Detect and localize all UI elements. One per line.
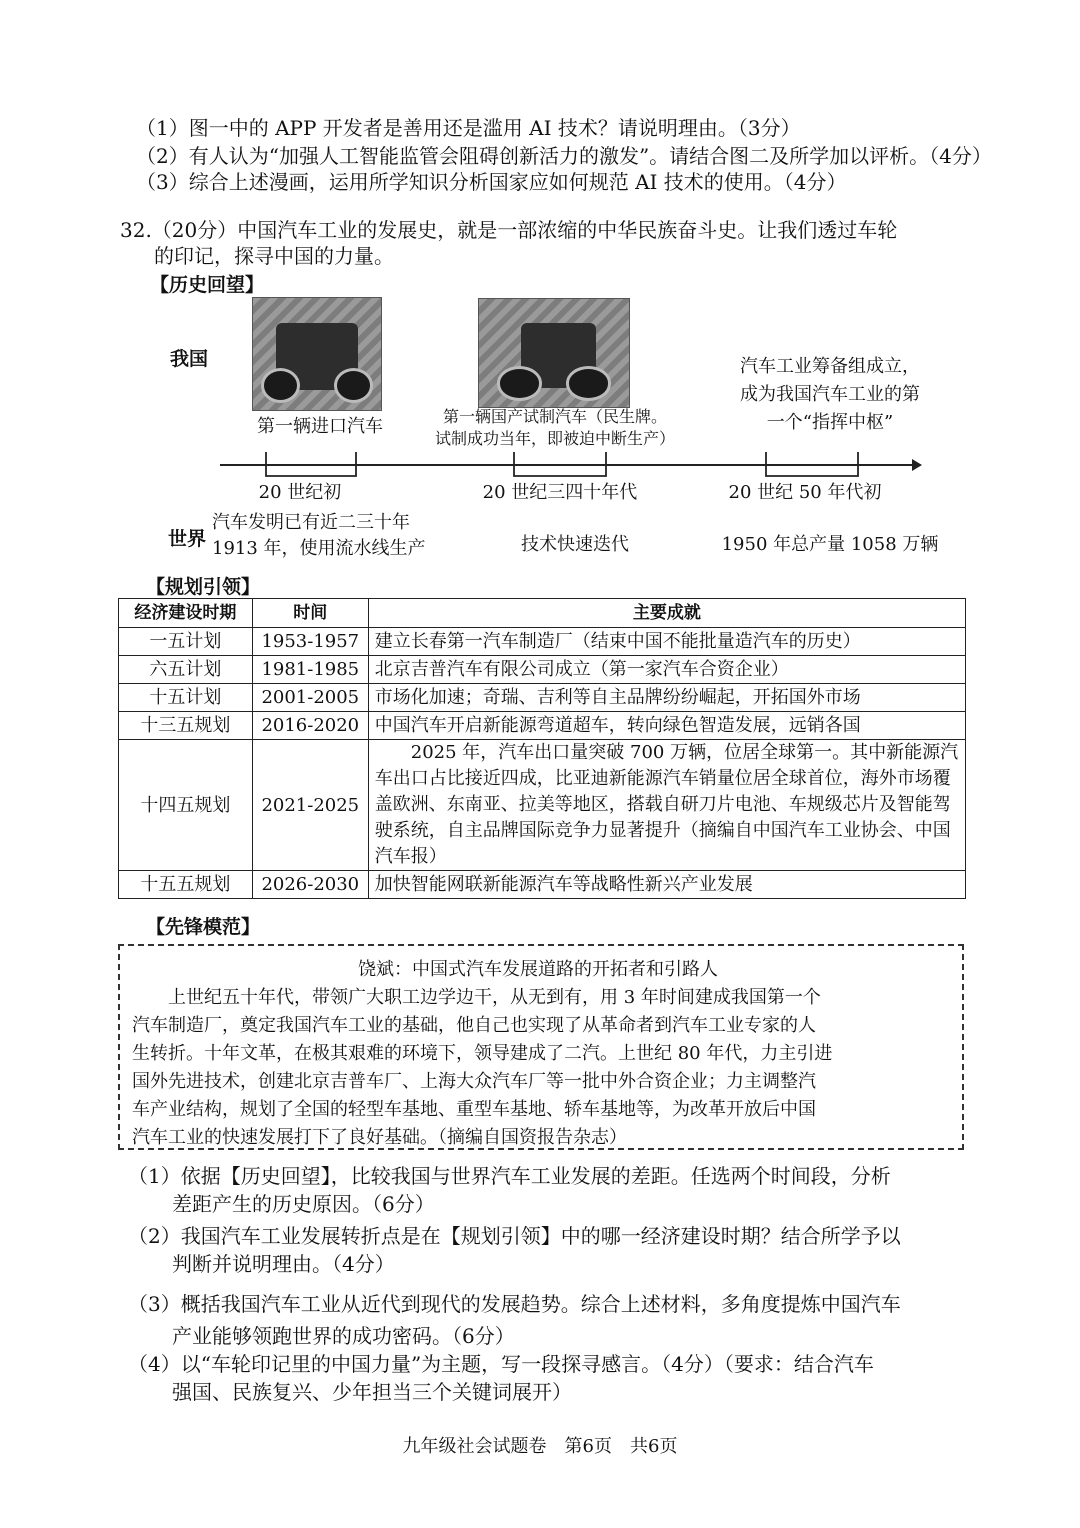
pioneer-body-line: 生转折。十年文革，在极其艰难的环境下，领导建成了二汽。上世纪 80 年代，力主引进 <box>132 1043 833 1064</box>
cell-achievement: 加快智能网联新能源汽车等战略性新兴产业发展 <box>368 871 965 899</box>
pioneer-body-line: 车产业结构，规划了全国的轻型车基地、重型车基地、轿车基地等，为改革开放后中国 <box>132 1099 816 1120</box>
event-first-imported-car: 第一辆进口汽车 <box>257 416 383 437</box>
question-1-line2: 差距产生的历史原因。（6分） <box>172 1192 435 1216</box>
page-footer: 九年级社会试题卷 第6页 共6页 <box>402 1436 678 1457</box>
table-row <box>119 656 966 684</box>
event-prep-group-line3: 一个“指挥中枢” <box>766 412 894 433</box>
cell-period: 十四五规划 <box>119 740 253 871</box>
cell-period: 一五计划 <box>119 628 253 656</box>
question-3-line1: （3）概括我国汽车工业从近代到现代的发展趋势。综合上述材料，多角度提炼中国汽车 <box>128 1292 901 1316</box>
history-heading: 【历史回望】 <box>150 274 265 296</box>
world-event-1-line2: 1913 年，使用流水线生产 <box>212 538 426 559</box>
question-2-line1: （2）我国汽车工业发展转折点是在【规划引领】中的哪一经济建设时期？结合所学予以 <box>128 1224 901 1248</box>
cell-time: 2026-2030 <box>252 871 368 899</box>
question-3-line2: 产业能够领跑世界的成功密码。（6分） <box>172 1324 515 1348</box>
pioneer-heading: 【先锋模范】 <box>146 916 261 938</box>
period-early-20th: 20 世纪初 <box>258 482 342 503</box>
cell-period: 十五计划 <box>119 684 253 712</box>
header-achievement: 主要成就 <box>368 599 965 628</box>
row-label-world: 世界 <box>168 528 207 550</box>
world-event-3: 1950 年总产量 1058 万辆 <box>721 534 939 555</box>
pioneer-body-line: 国外先进技术，创建北京吉普车厂、上海大众汽车厂等一批中外合资企业；力主调整汽 <box>132 1071 816 1092</box>
table-row <box>119 712 966 740</box>
first-imported-car-photo <box>252 297 382 411</box>
q32-intro-line1: 32.（20分）中国汽车工业的发展史，就是一部浓缩的中华民族奋斗史。让我们透过车轮 <box>120 218 898 242</box>
plan-table-header-row <box>119 599 966 628</box>
header-period: 经济建设时期 <box>119 599 253 628</box>
question-2-line2: 判断并说明理由。（4分） <box>172 1252 395 1276</box>
world-event-2: 技术快速迭代 <box>521 534 629 555</box>
pioneer-body-line: 汽车制造厂，奠定我国汽车工业的基础，他自己也实现了从革命者到汽车工业专家的人 <box>132 1015 816 1036</box>
question-4-line2: 强国、民族复兴、少年担当三个关键词展开） <box>172 1380 572 1404</box>
cell-achievement: 市场化加速；奇瑞、吉利等自主品牌纷纷崛起，开拓国外市场 <box>368 684 965 712</box>
plan-heading: 【规划引领】 <box>146 576 261 598</box>
pioneer-body-line: 汽车工业的快速发展打下了良好基础。（摘编自国资报告杂志） <box>132 1127 627 1148</box>
row-label-china: 我国 <box>170 348 209 370</box>
cell-time: 2001-2005 <box>252 684 368 712</box>
header-time: 时间 <box>252 599 368 628</box>
period-early-1950s: 20 世纪 50 年代初 <box>728 482 882 503</box>
top-question-1: （1）图一中的 APP 开发者是善用还是滥用 AI 技术？请说明理由。（3分） <box>136 116 801 140</box>
table-row <box>119 628 966 656</box>
event-prep-group-line1: 汽车工业筹备组成立， <box>740 356 920 377</box>
question-1-line1: （1）依据【历史回望】，比较我国与世界汽车工业发展的差距。任选两个时间段，分析 <box>128 1164 891 1188</box>
event-prep-group-line2: 成为我国汽车工业的第 <box>740 384 920 405</box>
table-row <box>119 684 966 712</box>
event-first-domestic-car-line2: 试制成功当年，即被迫中断生产） <box>434 429 675 448</box>
pioneer-title: 饶斌：中国式汽车发展道路的开拓者和引路人 <box>358 959 718 980</box>
cell-time: 2021-2025 <box>252 740 368 871</box>
cell-period: 六五计划 <box>119 656 253 684</box>
cell-achievement: 建立长春第一汽车制造厂（结束中国不能批量造汽车的历史） <box>368 628 965 656</box>
cell-period: 十五五规划 <box>119 871 253 899</box>
cell-achievement: 2025 年，汽车出口量突破 700 万辆，位居全球第一。其中新能源汽车出口占比接近四成，比亚迪新能源汽车销量位居全球首位，海外市场覆盖欧洲、东南亚、拉美等地区，搭载自研刀片电池、车规级芯片及智能驾驶系统，自主品牌国际竞争力显著提升（摘编自中国汽车工业协会、中国汽车报） <box>368 740 965 871</box>
top-question-3: （3）综合上述漫画，运用所学知识分析国家应如何规范 AI 技术的使用。（4分） <box>136 170 847 194</box>
timeline-axis <box>210 448 930 482</box>
cell-achievement: 北京吉普汽车有限公司成立（第一家汽车合资企业） <box>368 656 965 684</box>
plan-table <box>118 598 966 899</box>
world-event-1-line1: 汽车发明已有近二三十年 <box>212 512 410 533</box>
pioneer-body-line: 上世纪五十年代，带领广大职工边学边干，从无到有，用 3 年时间建成我国第一个 <box>168 987 821 1008</box>
first-domestic-car-photo <box>478 298 630 408</box>
cell-achievement: 中国汽车开启新能源弯道超车，转向绿色智造发展，远销各国 <box>368 712 965 740</box>
cell-time: 1953-1957 <box>252 628 368 656</box>
question-4-line1: （4）以“车轮印记里的中国力量”为主题，写一段探寻感言。（4分）（要求：结合汽车 <box>128 1352 874 1376</box>
event-first-domestic-car-line1: 第一辆国产试制汽车（民生牌。 <box>442 407 667 426</box>
cell-time: 1981-1985 <box>252 656 368 684</box>
period-1930s-40s: 20 世纪三四十年代 <box>482 482 638 503</box>
q32-intro-line2: 的印记，探寻中国的力量。 <box>154 244 394 268</box>
cell-period: 十三五规划 <box>119 712 253 740</box>
top-question-2: （2）有人认为“加强人工智能监管会阻碍创新活力的激发”。请结合图二及所学加以评析。（4分） <box>136 144 992 168</box>
table-row <box>119 740 966 871</box>
cell-time: 2016-2020 <box>252 712 368 740</box>
table-row <box>119 871 966 899</box>
